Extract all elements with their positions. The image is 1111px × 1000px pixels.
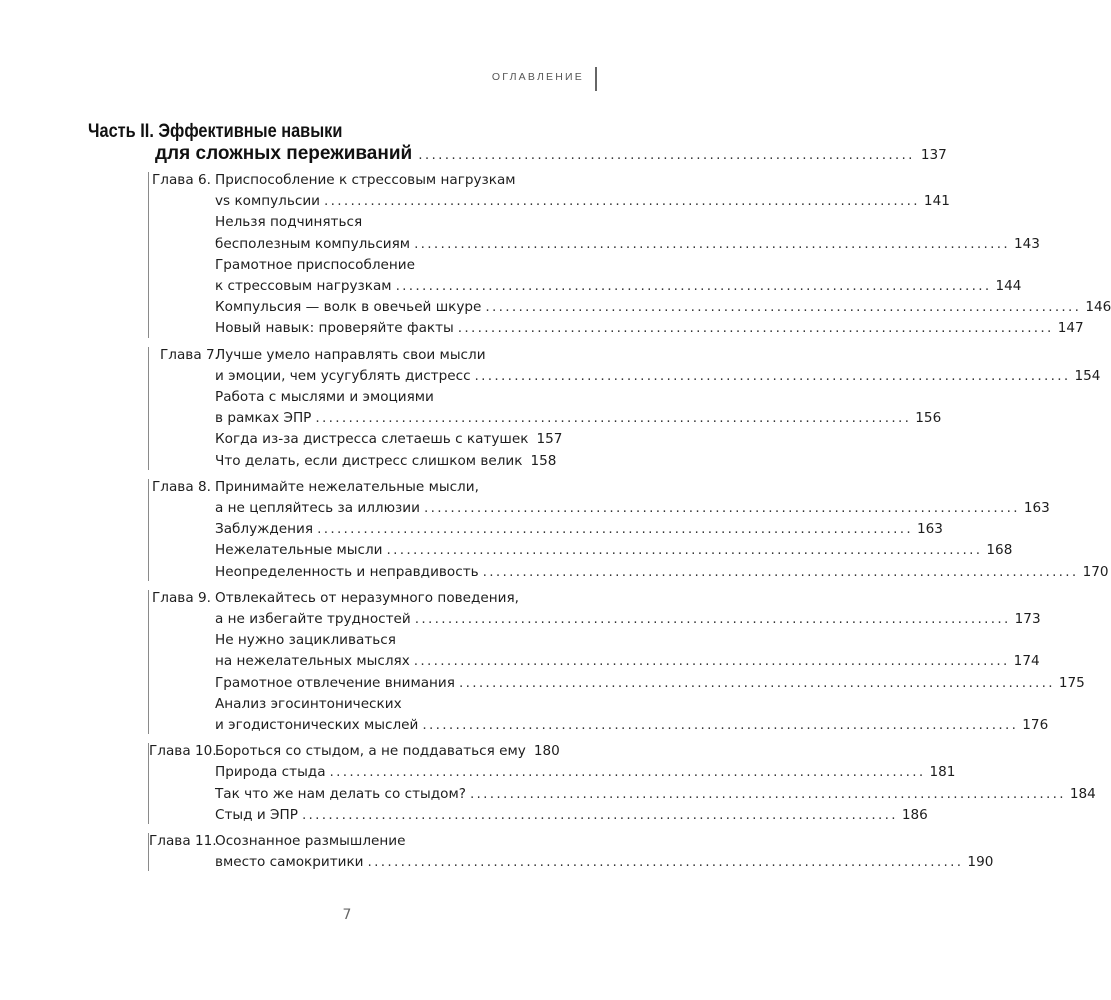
folio: 7 [342, 907, 352, 923]
chapter-title: Бороться со стыдом, а не поддаваться ему [215, 743, 526, 760]
leader-dots: .......................................................................................... [458, 674, 1055, 691]
chapter-title: Отвлекайтесь от неразумного поведения, [215, 589, 519, 606]
leader-dots: .......................................................................................... [474, 367, 1071, 384]
chapter-entry[interactable] [215, 852, 994, 872]
chapter-entry[interactable] [215, 831, 549, 851]
chapter-label: Глава 11. [149, 833, 217, 849]
chapter-title: а не цепляйтесь за иллюзии [215, 500, 420, 516]
leader-dots: .......................................................................................... [386, 542, 983, 559]
chapter-title: Принимайте нежелательные мысли, [215, 478, 479, 495]
page-number: 173 [1014, 611, 1041, 627]
section-entry[interactable] [215, 451, 557, 471]
section-entry[interactable] [215, 630, 549, 650]
page-number: 181 [929, 764, 956, 781]
leader-dots: .......................................................................................... [485, 299, 1082, 316]
section-title: Нельзя подчиняться [215, 214, 363, 231]
chapter-entry[interactable] [215, 170, 549, 190]
leader-dots: .......................................................................................... [414, 611, 1011, 627]
leader-dots: .......................................................................................... [395, 278, 992, 294]
page-number: 163 [916, 521, 943, 538]
chapter-title: и эмоции, чем усугублять дистресс [215, 367, 471, 384]
leader-dots: .......................................................................................... [367, 854, 964, 871]
chapter-divider [148, 479, 149, 581]
page-number: 163 [1023, 500, 1050, 516]
page-number: 170 [1082, 563, 1109, 580]
section-title: Не нужно зацикливаться [215, 632, 396, 649]
section-entry[interactable] [215, 805, 928, 825]
part-title-line2: для сложных переживаний [155, 143, 413, 164]
page-number: 143 [1013, 235, 1040, 252]
chapter-entry[interactable] [215, 366, 1101, 386]
leader-dots: .......................................................................................... [469, 785, 1066, 802]
part-entry[interactable] [155, 143, 947, 165]
page-number: 190 [967, 854, 994, 871]
section-entry[interactable] [215, 276, 1022, 296]
page-number: 176 [1022, 717, 1049, 733]
section-entry[interactable] [215, 212, 549, 232]
page-number: 174 [1013, 653, 1040, 670]
section-entry[interactable] [215, 673, 1085, 693]
chapter-label: Глава 6. [152, 172, 211, 188]
chapter-entry[interactable] [215, 498, 1050, 518]
chapter-label: Глава 9. [152, 589, 211, 606]
section-entry[interactable] [215, 408, 942, 428]
section-title: Стыд и ЭПР [215, 806, 298, 823]
section-title: и эгодистонических мыслей [215, 717, 419, 733]
section-entry[interactable] [215, 318, 1084, 338]
page-number: 157 [536, 431, 563, 448]
page-number: 168 [986, 542, 1013, 559]
section-entry[interactable] [215, 562, 1109, 582]
chapter-entry[interactable] [215, 191, 950, 211]
page-number: 147 [1057, 320, 1084, 337]
chapter-divider [148, 172, 149, 338]
section-title: в рамках ЭПР [215, 410, 312, 427]
chapter-divider [148, 347, 149, 470]
leader-dots: .......................................................................................... [423, 500, 1020, 516]
section-title: Природа стыда [215, 764, 326, 781]
section-entry[interactable] [215, 762, 956, 782]
section-title: Грамотное приспособление [215, 256, 415, 273]
section-entry[interactable] [215, 297, 1111, 317]
page-number: 186 [901, 806, 928, 823]
leader-dots: .......................................................................................... [482, 563, 1079, 580]
page-number: 154 [1074, 367, 1101, 384]
chapter-title: Приспособление к стрессовым нагрузкам [215, 172, 516, 188]
chapter-divider [148, 743, 149, 824]
leader-dots: .......................................................................................... [317, 521, 913, 538]
section-title: Заблуждения [215, 521, 314, 538]
section-entry[interactable] [215, 255, 549, 275]
section-title: Так что же нам делать со стыдом? [215, 785, 466, 802]
section-title: Нежелательные мысли [215, 542, 383, 559]
page-number: 175 [1058, 674, 1085, 691]
chapter-divider [148, 833, 149, 871]
leader-dots: .......................................................................................... [413, 653, 1010, 670]
page-number: 156 [915, 410, 942, 427]
chapter-entry[interactable] [215, 741, 560, 761]
section-title: Анализ эгосинтонических [215, 695, 402, 712]
leader-dots: .......................................................................................... [329, 764, 926, 781]
page-number: 144 [995, 278, 1022, 294]
page-number: 158 [530, 452, 557, 469]
part-title: Часть II. Эффективные навыки [88, 121, 343, 142]
page-number: 146 [1085, 299, 1111, 316]
leader-dots: .......................................................................................... [422, 717, 1019, 733]
chapter-divider [148, 590, 149, 734]
running-head: ОГЛАВЛЕНИЕ [491, 71, 584, 83]
chapter-title: а не избегайте трудностей [215, 611, 411, 627]
section-title: Работа с мыслями и эмоциями [215, 389, 434, 405]
page-number: 180 [533, 743, 560, 760]
chapter-title: Осознанное размышление [215, 833, 406, 849]
chapter-label: Глава 10. [149, 743, 217, 760]
section-title: Новый навык: проверяйте факты [215, 320, 454, 337]
section-entry[interactable] [215, 540, 1013, 560]
page-number: 141 [923, 193, 950, 210]
section-title: Когда из-за дистресса слетаешь с катушек [215, 431, 529, 448]
section-entry[interactable] [215, 651, 1040, 671]
chapter-label: Глава 8. [152, 478, 211, 495]
section-entry[interactable] [215, 519, 943, 539]
leader-dots: .......................................................................................... [301, 806, 898, 823]
leader-dots: .......................................................................................... [315, 410, 912, 427]
leader-dots: .......................................................................................... [457, 320, 1054, 337]
section-title: Что делать, если дистресс слишком велик [215, 452, 523, 469]
leader-dots: ........................................................................... [418, 147, 915, 163]
chapter-entry[interactable] [215, 609, 1041, 629]
running-head-rule [595, 67, 597, 91]
chapter-title: vs компульсии [215, 193, 321, 210]
section-title: бесполезным компульсиям [215, 235, 411, 252]
chapter-entry[interactable] [215, 477, 549, 497]
section-title: к стрессовым нагрузкам [215, 278, 392, 294]
chapter-label: Глава 7. [160, 346, 219, 363]
leader-dots: .......................................................................................... [324, 193, 920, 210]
section-title: Грамотное отвлечение внимания [215, 674, 455, 691]
section-title: на нежелательных мыслях [215, 653, 410, 670]
section-entry[interactable] [215, 429, 563, 449]
page-number: 137 [920, 147, 947, 163]
chapter-title: вместо самокритики [215, 854, 364, 871]
chapter-entry[interactable] [215, 345, 549, 365]
leader-dots: .......................................................................................... [414, 235, 1010, 252]
section-entry[interactable] [215, 694, 549, 714]
chapter-title: Лучше умело направлять свои мысли [215, 346, 486, 363]
section-entry[interactable] [215, 784, 1096, 804]
section-entry[interactable] [215, 234, 1040, 254]
section-entry[interactable] [215, 715, 1049, 735]
chapter-entry[interactable] [215, 588, 549, 608]
section-title: Компульсия — волк в овечьей шкуре [215, 299, 482, 316]
section-title: Неопределенность и неправдивость [215, 563, 479, 580]
page-number: 184 [1069, 785, 1096, 802]
section-entry[interactable] [215, 387, 549, 407]
